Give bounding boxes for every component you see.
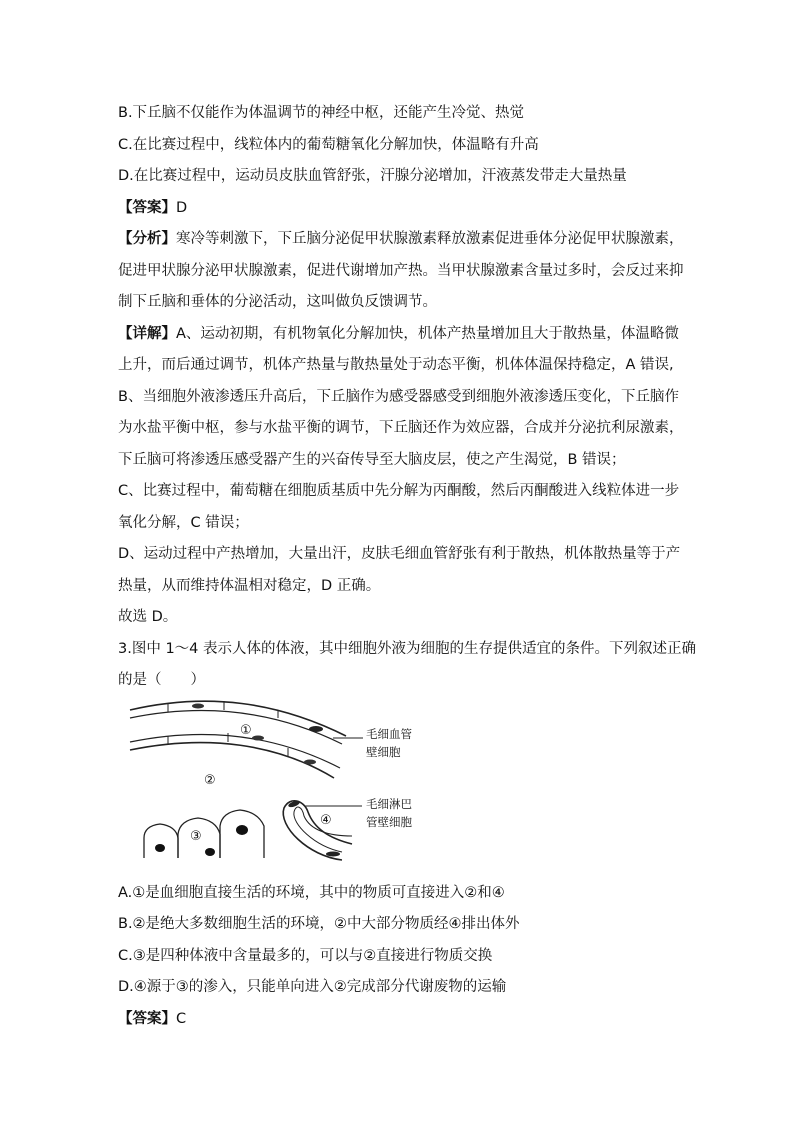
- tissue-cell: [144, 824, 178, 858]
- answer-q3: [118, 1009, 186, 1029]
- option-a: A.①是血细胞直接生活的环境，其中的物质可直接进入②和④: [118, 885, 505, 901]
- option-d: D.④源于③的渗入，只能单向进入②完成部分代谢废物的运输: [118, 979, 507, 995]
- endothelial-nucleus: [252, 736, 264, 741]
- detail-line-1: 【详解】A、运动初期，有机物氧化分解加快，机体产热量增加且大于散热量，体温略微: [118, 326, 679, 342]
- label-4: ④: [320, 813, 332, 828]
- option-c: C.③是四种体液中含量最多的，可以与②直接进行物质交换: [118, 948, 493, 964]
- analysis-line-2: 促进甲状腺分泌甲状腺激素，促进代谢增加产热。当甲状腺激素含量过多时，会反过来抑: [118, 263, 684, 279]
- answer-tag: 【答案】: [118, 1011, 176, 1027]
- lymph-capillary-outer: [283, 801, 352, 860]
- cell-nucleus: [236, 825, 248, 835]
- capillary-label-2: 壁细胞: [366, 745, 401, 759]
- detail-line-7: 氧化分解，C 错误；: [118, 515, 249, 531]
- detail-line-3: B、当细胞外液渗透压升高后，下丘脑作为感受器感受到细胞外液渗透压变化，下丘脑作: [118, 389, 679, 405]
- cell-nucleus: [155, 844, 165, 852]
- label-2: ②: [204, 773, 216, 788]
- detail-line-10: 故选 D。: [118, 609, 178, 625]
- capillary-label-1: 毛细血管: [366, 727, 412, 741]
- detail-line-9: 热量，从而维持体温相对稳定，D 正确。: [118, 578, 381, 594]
- detail-line-2: 上升，而后通过调节，机体产热量与散热量处于动态平衡，机体体温保持稳定，A 错误,: [118, 357, 674, 373]
- endothelial-nucleus: [192, 704, 204, 709]
- label-3: ③: [190, 829, 202, 844]
- option-c-prev: C.在比赛过程中，线粒体内的葡萄糖氧化分解加快，体温略有升高: [118, 137, 539, 153]
- capillary-outer-bottom: [130, 743, 334, 778]
- lymph-cell-nucleus: [326, 852, 340, 857]
- question3-stem-2: 的是（ ）: [118, 672, 205, 688]
- capillary-wall-inner-top: [130, 710, 342, 744]
- option-b-prev: B.下丘脑不仅能作为体温调节的神经中枢，还能产生冷觉、热觉: [118, 105, 525, 121]
- answer-tag: 【答案】: [118, 200, 176, 216]
- cell-nucleus: [205, 848, 215, 856]
- endothelial-nucleus: [304, 760, 316, 765]
- analysis-tag: 【分析】: [118, 231, 176, 247]
- answer-prev: [118, 198, 187, 218]
- detail-tag: 【详解】: [118, 326, 176, 342]
- lymph-label-2: 管壁细胞: [366, 815, 412, 829]
- analysis-line-3: 制下丘脑和垂体的分泌活动，这叫做负反馈调节。: [118, 294, 437, 310]
- answer-value: D: [176, 200, 188, 216]
- detail-line-6: C、比赛过程中，葡萄糖在细胞质基质中先分解为丙酮酸，然后丙酮酸进入线粒体进一步: [118, 483, 680, 499]
- analysis-line-1: 【分析】寒冷等刺激下，下丘脑分泌促甲状腺激素释放激素促进垂体分泌促甲状腺激素，: [118, 231, 684, 247]
- lymph-label-1: 毛细淋巴: [366, 797, 412, 811]
- question3-stem-1: 3.图中 1～4 表示人体的体液，其中细胞外液为细胞的生存提供适宜的条件。下列叙述正确: [118, 641, 696, 657]
- option-d-prev: D.在比赛过程中，运动员皮肤血管舒张，汗腺分泌增加，汗液蒸发带走大量热量: [118, 168, 627, 184]
- body-fluid-diagram: [128, 696, 428, 868]
- label-1: ①: [240, 723, 252, 738]
- option-b: B.②是绝大多数细胞生活的环境，②中大部分物质经④排出体外: [118, 916, 520, 932]
- detail-line-4: 为水盐平衡中枢，参与水盐平衡的调节，下丘脑还作为效应器，合成并分泌抗利尿激素，: [118, 420, 684, 436]
- detail-line-8: D、运动过程中产热增加，大量出汗，皮肤毛细血管舒张有利于散热，机体散热量等于产: [118, 546, 681, 562]
- endothelial-nucleus: [309, 726, 323, 732]
- detail-line-5: 下丘脑可将渗透压感受器产生的兴奋传导至大脑皮层，使之产生渴觉，B 错误；: [118, 452, 626, 468]
- answer-value: C: [176, 1011, 187, 1027]
